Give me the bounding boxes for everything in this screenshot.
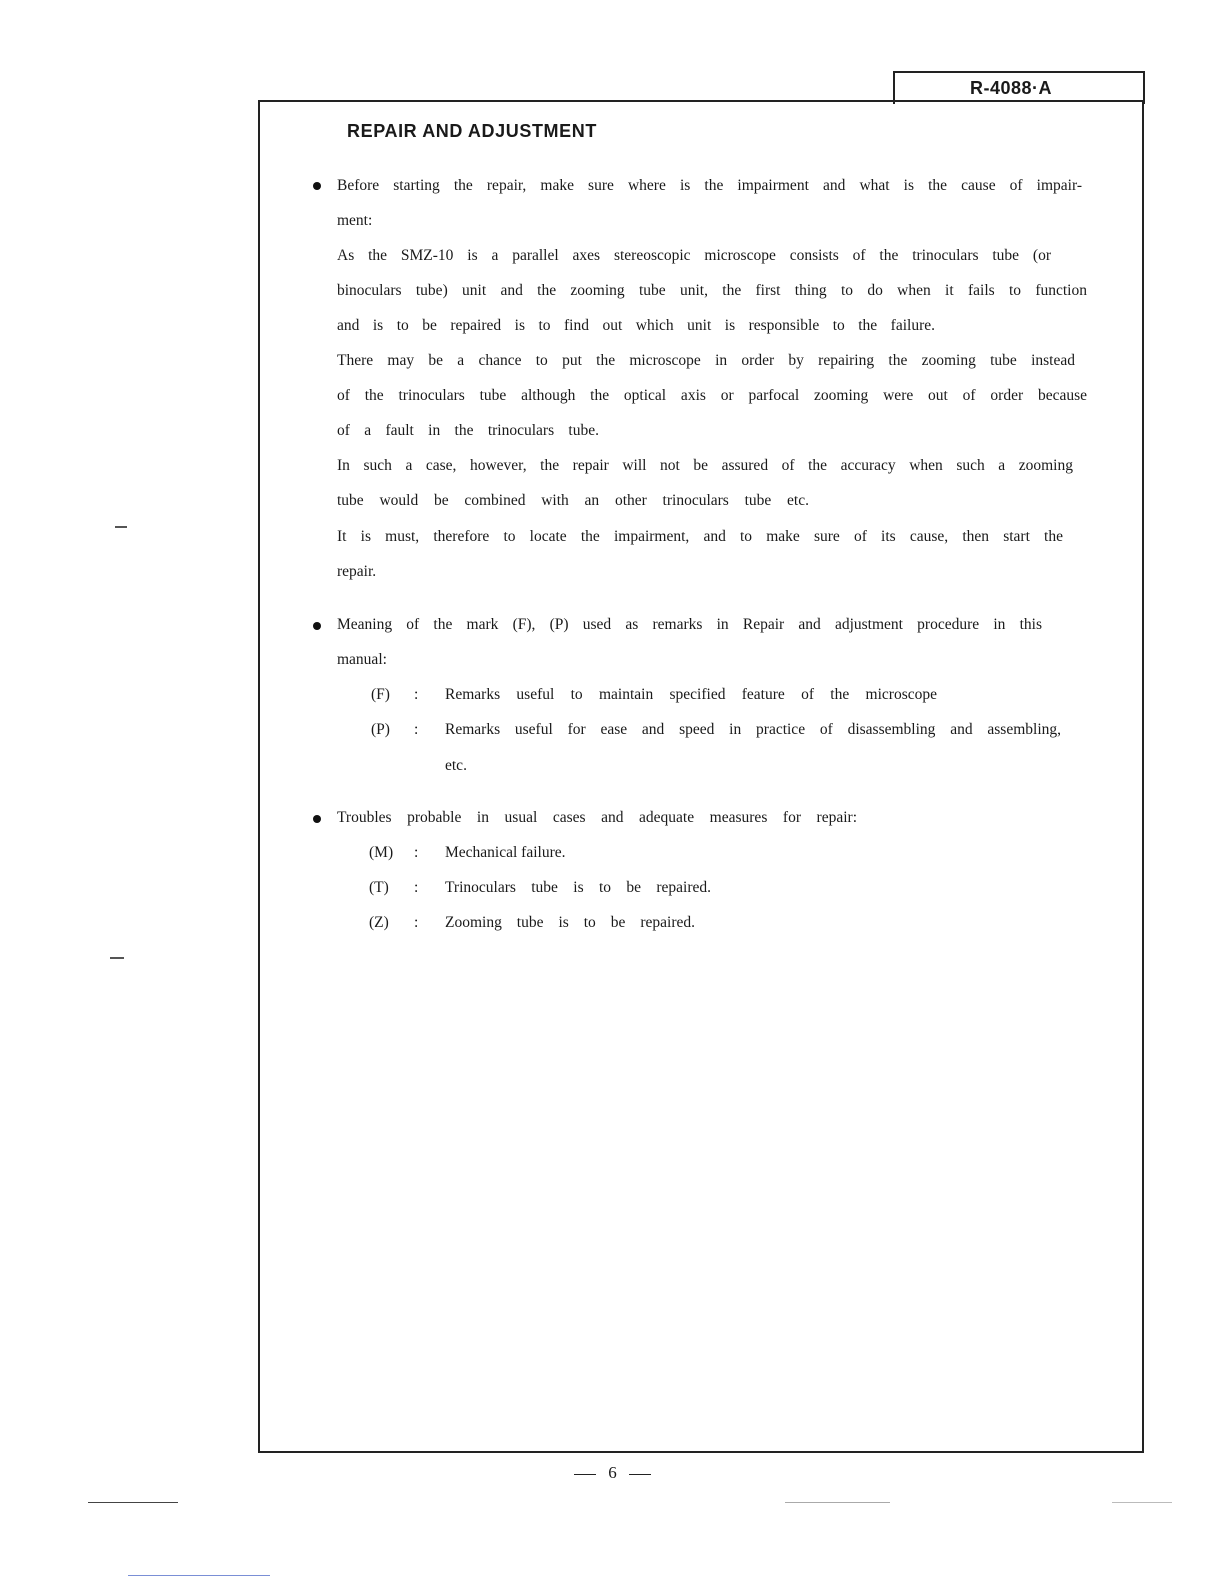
trouble-separator: :	[414, 879, 419, 896]
remark-continuation: etc.	[445, 757, 467, 774]
trouble-separator: :	[414, 914, 419, 931]
paragraph-line: of the trinoculars tube although the optical axis or parfocal zooming were out of order because	[337, 387, 1087, 404]
trouble-text: Trinoculars tube is to be repaired.	[445, 879, 711, 896]
trouble-code: (T)	[369, 879, 389, 896]
remark-separator: :	[414, 721, 419, 738]
scan-mark	[785, 1502, 890, 1503]
scan-mark	[1112, 1502, 1172, 1503]
page-frame	[258, 100, 1144, 1453]
trouble-text: Zooming tube is to be repaired.	[445, 914, 695, 931]
paragraph-line: In such a case, however, the repair will not be assured of the accuracy when such a zooming	[337, 457, 1073, 474]
scan-mark	[110, 957, 124, 959]
paragraph-line: repair.	[337, 563, 377, 580]
paragraph-line: Troubles probable in usual cases and adequate measures for repair:	[337, 809, 857, 826]
paragraph-line: There may be a chance to put the microscope in order by repairing the zooming tube instead	[337, 352, 1075, 369]
paragraph-line: As the SMZ-10 is a parallel axes stereoscopic microscope consists of the trinoculars tube (or	[337, 247, 1051, 264]
bullet-icon	[313, 182, 321, 190]
trouble-text: Mechanical failure.	[445, 844, 566, 861]
remark-text: Remarks useful to maintain specified feature of the microscope	[445, 686, 937, 703]
dash-right	[629, 1474, 651, 1475]
paragraph-line: of a fault in the trinoculars tube.	[337, 422, 599, 439]
paragraph-line: Meaning of the mark (F), (P) used as remarks in Repair and adjustment procedure in this	[337, 616, 1042, 633]
page-number-value: 6	[608, 1463, 617, 1482]
trouble-code: (M)	[369, 844, 394, 861]
scan-mark	[128, 1575, 270, 1576]
bullet-icon	[313, 815, 321, 823]
paragraph-line: Before starting the repair, make sure where is the impairment and what is the cause of impair-	[337, 177, 1082, 194]
doc-number: R-4088·A	[970, 78, 1053, 98]
trouble-separator: :	[414, 844, 419, 861]
paragraph-line: It is must, therefore to locate the impairment, and to make sure of its cause, then start the	[337, 528, 1063, 545]
paragraph-line: manual:	[337, 651, 387, 668]
remark-separator: :	[414, 686, 419, 703]
remark-text: Remarks useful for ease and speed in practice of disassembling and assembling,	[445, 721, 1061, 738]
trouble-code: (Z)	[369, 914, 389, 931]
paragraph-line: ment:	[337, 212, 373, 229]
dash-left	[574, 1474, 596, 1475]
page-title: REPAIR AND ADJUSTMENT	[347, 121, 597, 141]
remark-code: (F)	[371, 686, 390, 703]
scan-mark	[88, 1502, 178, 1503]
page-number	[0, 1463, 1225, 1483]
paragraph-line: tube would be combined with an other trinoculars tube etc.	[337, 492, 809, 509]
paragraph-line: binoculars tube) unit and the zooming tube unit, the first thing to do when it fails to function	[337, 282, 1087, 299]
bullet-icon	[313, 622, 321, 630]
remark-code: (P)	[371, 721, 390, 738]
scan-mark	[115, 526, 127, 528]
paragraph-line: and is to be repaired is to find out which unit is responsible to the failure.	[337, 317, 935, 334]
